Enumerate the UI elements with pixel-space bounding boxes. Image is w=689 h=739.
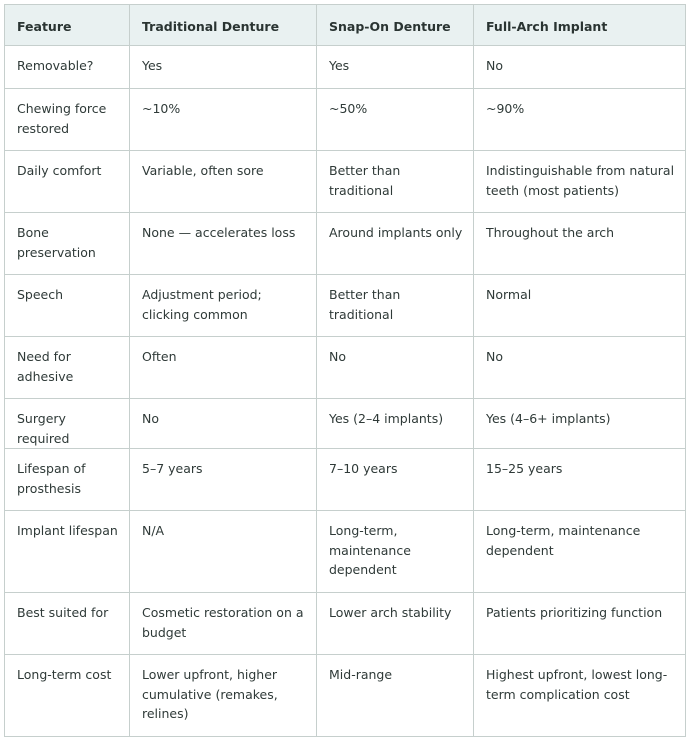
snap-on-denture-cell: 7–10 years <box>317 449 474 511</box>
full-arch-implant-cell: Normal <box>474 275 686 337</box>
traditional-denture-cell: ~10% <box>130 89 317 151</box>
comparison-table-container <box>4 4 686 737</box>
full-arch-implant-cell: 15–25 years <box>474 449 686 511</box>
traditional-denture-cell: Variable, often sore <box>130 151 317 213</box>
header-cell-traditional-denture: Traditional Denture <box>130 5 317 46</box>
header-row <box>5 5 686 46</box>
table-row <box>5 593 686 655</box>
traditional-denture-cell: None — accelerates loss <box>130 213 317 275</box>
table-row <box>5 655 686 737</box>
snap-on-denture-cell: Lower arch stability <box>317 593 474 655</box>
table-row <box>5 449 686 511</box>
snap-on-denture-cell: Better than traditional <box>317 275 474 337</box>
snap-on-denture-cell: ~50% <box>317 89 474 151</box>
traditional-denture-cell: No <box>130 399 317 449</box>
traditional-denture-cell: Yes <box>130 46 317 89</box>
table-row <box>5 511 686 593</box>
row-feature-cell: Surgery required <box>5 399 130 449</box>
row-feature-cell: Chewing force restored <box>5 89 130 151</box>
snap-on-denture-cell: Yes <box>317 46 474 89</box>
snap-on-denture-cell: No <box>317 337 474 399</box>
table-row <box>5 275 686 337</box>
full-arch-implant-cell: Long-term, maintenance dependent <box>474 511 686 593</box>
row-feature-cell: Speech <box>5 275 130 337</box>
snap-on-denture-cell: Yes (2–4 implants) <box>317 399 474 449</box>
full-arch-implant-cell: Throughout the arch <box>474 213 686 275</box>
traditional-denture-cell: Often <box>130 337 317 399</box>
header-cell-full-arch-implant: Full-Arch Implant <box>474 5 686 46</box>
full-arch-implant-cell: Indistinguishable from natural teeth (most patients) <box>474 151 686 213</box>
table-row <box>5 89 686 151</box>
row-feature-cell: Bone preservation <box>5 213 130 275</box>
table-body <box>5 46 686 737</box>
snap-on-denture-cell: Long-term, maintenance dependent <box>317 511 474 593</box>
traditional-denture-cell: Cosmetic restoration on a budget <box>130 593 317 655</box>
denture-comparison-table <box>4 4 686 737</box>
table-row <box>5 399 686 449</box>
table-row <box>5 46 686 89</box>
row-feature-cell: Lifespan of prosthesis <box>5 449 130 511</box>
snap-on-denture-cell: Around implants only <box>317 213 474 275</box>
traditional-denture-cell: 5–7 years <box>130 449 317 511</box>
row-feature-cell: Need for adhesive <box>5 337 130 399</box>
snap-on-denture-cell: Better than traditional <box>317 151 474 213</box>
row-feature-cell: Implant lifespan <box>5 511 130 593</box>
traditional-denture-cell: Adjustment period; clicking common <box>130 275 317 337</box>
row-feature-cell: Daily comfort <box>5 151 130 213</box>
table-row <box>5 337 686 399</box>
traditional-denture-cell: N/A <box>130 511 317 593</box>
traditional-denture-cell: Lower upfront, higher cumulative (remakes, relines) <box>130 655 317 737</box>
full-arch-implant-cell: Highest upfront, lowest long-term complication cost <box>474 655 686 737</box>
full-arch-implant-cell: No <box>474 46 686 89</box>
row-feature-cell: Long-term cost <box>5 655 130 737</box>
snap-on-denture-cell: Mid-range <box>317 655 474 737</box>
table-row <box>5 151 686 213</box>
header-cell-feature: Feature <box>5 5 130 46</box>
header-cell-snap-on-denture: Snap-On Denture <box>317 5 474 46</box>
row-feature-cell: Removable? <box>5 46 130 89</box>
full-arch-implant-cell: Yes (4–6+ implants) <box>474 399 686 449</box>
table-header <box>5 5 686 46</box>
full-arch-implant-cell: Patients prioritizing function <box>474 593 686 655</box>
row-feature-cell: Best suited for <box>5 593 130 655</box>
full-arch-implant-cell: ~90% <box>474 89 686 151</box>
table-row <box>5 213 686 275</box>
full-arch-implant-cell: No <box>474 337 686 399</box>
